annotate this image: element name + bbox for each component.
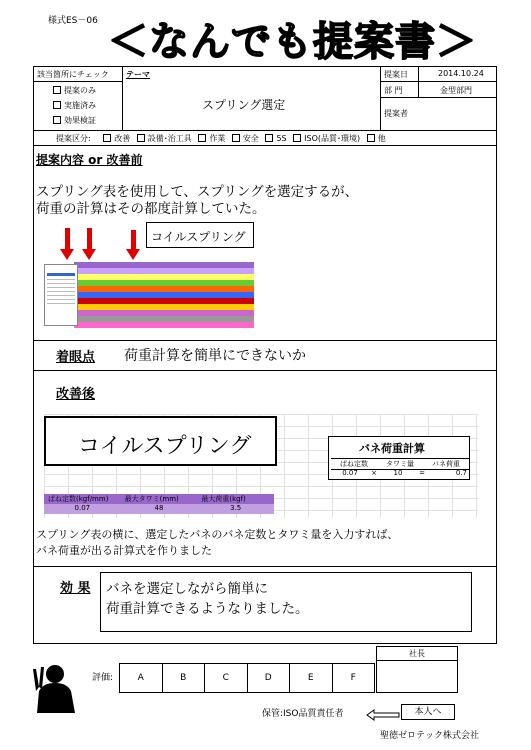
grade-a[interactable]: A <box>120 664 163 692</box>
effect-label: 効 果 <box>60 581 91 596</box>
company-name: 聖徳ゼロテック株式会社 <box>380 731 480 741</box>
checkbox[interactable] <box>103 134 111 142</box>
filter-dropdown[interactable] <box>44 264 78 326</box>
spring-constant-input[interactable]: 0.07 <box>342 469 358 477</box>
option-effect-verified[interactable]: 効果検証 <box>53 115 96 126</box>
checkbox[interactable] <box>137 134 145 142</box>
rating-label: 評価: <box>92 673 114 683</box>
arrow-icon <box>131 230 136 250</box>
spring-table-row: 0.07 48 3.5 <box>44 504 274 514</box>
category-5s[interactable]: 5S <box>265 134 286 143</box>
dept-label: 部 門 <box>384 86 403 95</box>
grade-d[interactable]: D <box>248 664 291 692</box>
option-implemented[interactable]: 実施済み <box>53 100 96 111</box>
check-label: 該当箇所にチェック <box>37 70 109 79</box>
category-equipment[interactable]: 設備･治工具 <box>137 134 192 143</box>
category-label: 提案区分: <box>56 134 91 143</box>
arrow-head-icon <box>126 249 140 260</box>
self-return-box: 本人へ <box>401 704 455 720</box>
keeper-label: 保管:ISO品質責任者 <box>262 709 344 719</box>
after-text-line2: バネ荷重が出る計算式を作りました <box>36 544 212 557</box>
page-title: ＜なんでも提案書＞ <box>108 19 477 65</box>
coil-spring-label-box: コイルスプリング <box>146 222 254 248</box>
theme-value: スプリング選定 <box>202 98 286 112</box>
before-text-line1: スプリング表を使用して、スプリングを選定するが、 <box>36 184 359 200</box>
category-row <box>56 133 386 144</box>
spring-load-output: 0.7 <box>455 469 467 477</box>
left-arrow-icon <box>366 706 400 725</box>
arrow-icon <box>65 228 70 250</box>
theme-label: テーマ <box>126 70 150 79</box>
dept-value: 金型部門 <box>440 86 472 95</box>
date-label: 提案日 <box>384 70 408 79</box>
coil-spring-title-box: コイルスプリング <box>44 416 277 466</box>
checkbox[interactable] <box>53 116 61 124</box>
rating-grid <box>119 663 375 693</box>
before-text-line2: 荷重の計算はその都度計算していた。 <box>36 201 266 217</box>
form-code: 様式ES－06 <box>48 16 98 26</box>
category-kaizen[interactable]: 改善 <box>103 134 130 143</box>
after-heading: 改善後 <box>56 387 96 402</box>
category-work[interactable]: 作業 <box>198 134 225 143</box>
sheet-rows <box>74 268 254 328</box>
checkbox[interactable] <box>53 101 61 109</box>
after-text-line1: スプリング表の横に、選定したバネのバネ定数とタワミ量を入力すれば、 <box>36 528 399 541</box>
president-label: 社長 <box>377 647 457 661</box>
focus-text: 荷重計算を簡単にできないか <box>124 348 306 364</box>
category-safety[interactable]: 安全 <box>232 134 259 143</box>
checkbox[interactable] <box>367 134 375 142</box>
grade-e[interactable]: E <box>290 664 333 692</box>
arrow-head-icon <box>60 249 74 260</box>
checkbox[interactable] <box>265 134 273 142</box>
deflection-input[interactable]: 10 <box>393 469 403 477</box>
arrow-icon <box>87 228 92 250</box>
spring-table-header: ばね定数(kgf/mm) 最大タワミ(mm) 最大荷重(kgf) <box>44 494 274 504</box>
arrow-head-icon <box>82 249 96 260</box>
focus-label: 着眼点 <box>56 350 96 365</box>
before-heading: 提案内容 or 改善前 <box>36 153 143 167</box>
checkbox[interactable] <box>293 134 301 142</box>
spring-load-calculator: バネ荷重計算 ばね定数 タワミ量 バネ荷重 0.07 × 10 = 0.7 <box>328 436 470 480</box>
proposer-label: 提案者 <box>384 109 408 118</box>
grade-c[interactable]: C <box>205 664 248 692</box>
president-stamp-box <box>376 646 458 693</box>
checkbox[interactable] <box>53 86 61 94</box>
before-spreadsheet-image <box>44 222 264 334</box>
category-other[interactable]: 他 <box>367 134 386 143</box>
checkbox[interactable] <box>232 134 240 142</box>
effect-text-line2: 荷重計算できるようなりました。 <box>106 601 309 617</box>
effect-text-line1: バネを選定しながら簡単に <box>106 581 268 597</box>
category-iso[interactable]: ISO(品質･環境) <box>293 134 360 143</box>
option-proposal-only[interactable]: 提案のみ <box>53 85 96 96</box>
person-icon <box>33 661 79 713</box>
checkbox[interactable] <box>198 134 206 142</box>
grade-b[interactable]: B <box>163 664 206 692</box>
grade-f[interactable]: F <box>350 673 356 683</box>
date-value: 2014.10.24 <box>438 69 484 78</box>
after-spreadsheet-image <box>44 414 478 518</box>
